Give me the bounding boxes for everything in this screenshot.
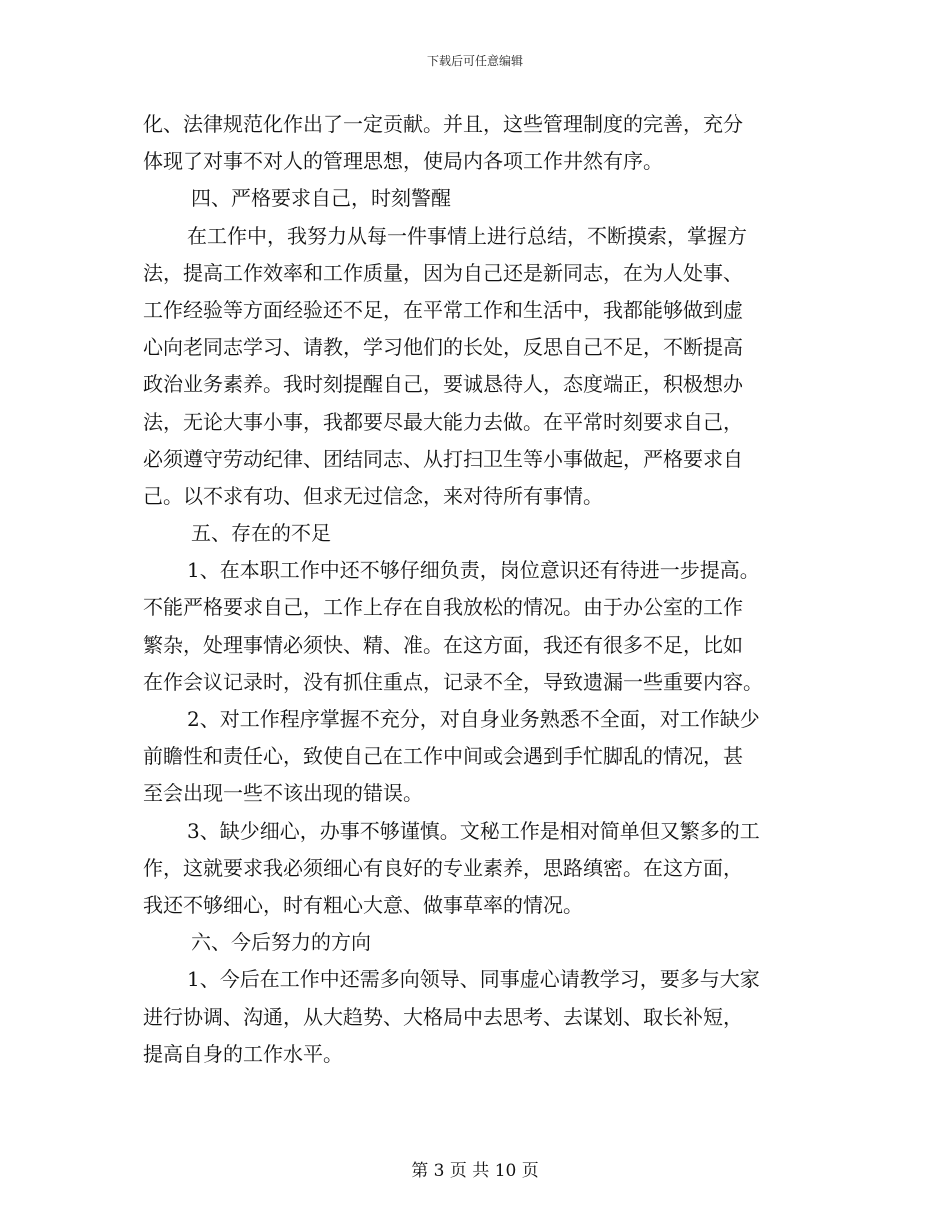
paragraph-line: 不能严格要求自己，工作上存在自我放松的情况。由于办公室的工作	[143, 595, 743, 620]
page-number: 第 3 页 共 10 页	[411, 1161, 539, 1181]
section-heading: 五、存在的不足	[191, 521, 331, 546]
paragraph-line: 政治业务素养。我时刻提醒自己，要诚恳待人，态度端正，积极想办	[143, 372, 743, 397]
paragraph-line: 至会出现一些不该出现的错误。	[143, 781, 423, 806]
paragraph-line: 提高自身的工作水平。	[143, 1041, 343, 1066]
paragraph-line: 3、缺少细心，办事不够谨慎。文秘工作是相对简单但又繁多的工	[187, 818, 760, 843]
paragraph-line: 法，无论大事小事，我都要尽最大能力去做。在平常时刻要求自己，	[143, 409, 743, 434]
paragraph-line: 化、法律规范化作出了一定贡献。并且，这些管理制度的完善，充分	[143, 112, 743, 136]
paragraph-line: 在作会议记录时，没有抓住重点，记录不全，导致遗漏一些重要内容。	[143, 669, 763, 694]
section-heading: 六、今后努力的方向	[191, 930, 371, 955]
paragraph-line: 作，这就要求我必须细心有良好的专业素养，思路缜密。在这方面，	[143, 855, 743, 880]
paragraph-line: 进行协调、沟通，从大趋势、大格局中去思考、去谋划、取长补短，	[143, 1004, 743, 1029]
paragraph-line: 在工作中，我努力从每一件事情上进行总结，不断摸索，掌握方	[187, 223, 747, 248]
paragraph-line: 1、在本职工作中还不够仔细负责，岗位意识还有待进一步提高。	[187, 558, 760, 583]
paragraph-line: 前瞻性和责任心，致使自己在工作中间或会遇到手忙脚乱的情况，甚	[143, 744, 743, 769]
paragraph-line: 2、对工作程序掌握不充分，对自身业务熟悉不全面，对工作缺少	[187, 707, 760, 731]
paragraph-line: 工作经验等方面经验还不足，在平常工作和生活中，我都能够做到虚	[143, 297, 743, 322]
paragraph-line: 繁杂，处理事情必须快、精、准。在这方面，我还有很多不足，比如	[143, 632, 743, 657]
paragraph-line: 1、今后在工作中还需多向领导、同事虚心请教学习，要多与大家	[187, 967, 760, 992]
paragraph-line: 心向老同志学习、请教，学习他们的长处，反思自己不足，不断提高	[143, 335, 743, 360]
paragraph-line: 法，提高工作效率和工作质量，因为自己还是新同志，在为人处事、	[143, 260, 743, 285]
paragraph-line: 己。以不求有功、但求无过信念，来对待所有事情。	[143, 483, 603, 508]
page-header: 下载后可任意编辑	[426, 54, 523, 68]
document-body	[143, 106, 808, 1073]
paragraph-line: 我还不够细心，时有粗心大意、做事草率的情况。	[143, 892, 583, 917]
paragraph-line: 体现了对事不对人的管理思想，使局内各项工作井然有序。	[143, 149, 663, 174]
paragraph-line: 必须遵守劳动纪律、团结同志、从打扫卫生等小事做起，严格要求自	[143, 446, 743, 471]
section-heading: 四、严格要求自己，时刻警醒	[191, 186, 451, 211]
